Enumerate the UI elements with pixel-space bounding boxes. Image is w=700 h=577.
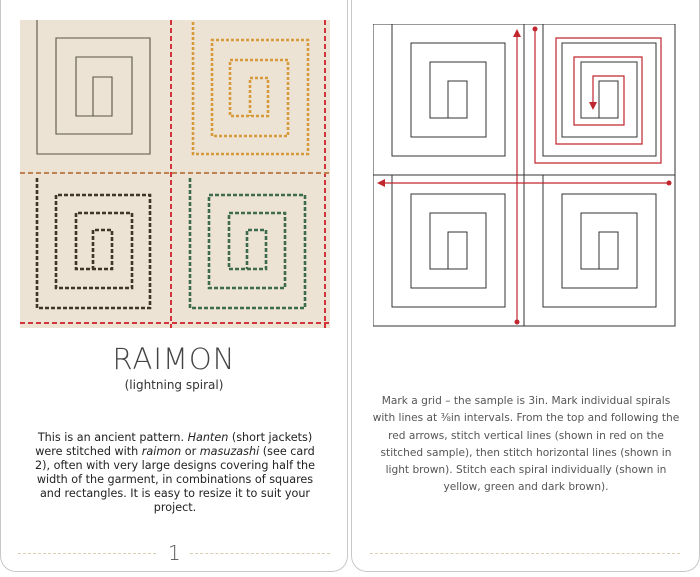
footer-divider	[190, 553, 330, 554]
desc-text: or	[181, 445, 200, 458]
desc-text: (short jackets) were stitched with	[35, 431, 313, 458]
pattern-title: RAIMON	[112, 342, 236, 376]
desc-text: This is an ancient pattern.	[37, 431, 188, 444]
page-number: 1	[168, 541, 181, 565]
pattern-subtitle: (lightning spiral)	[124, 378, 224, 392]
stitching-instructions: Mark a grid – the sample is 3in. Mark individual spirals with lines at ⅜in intervals. From the top and following the red arrows, stitch vertical lines (shown in red on the stitched sample), then stitch horizontal lines (shown in light brown). Stitch each spiral individually (shown in yellow, green and dark brown).	[372, 395, 680, 494]
desc-text: (see card 2), often with very large designs covering half the width of the garment, in combinations of squares and rectangles. It is easy to resize it to suit your project.	[35, 445, 315, 514]
desc-term-masuzashi: masuzashi	[199, 445, 260, 458]
footer-divider	[18, 553, 156, 554]
pattern-description	[26, 431, 324, 515]
stitched-sample-photo	[20, 20, 330, 328]
desc-term-raimon: raimon	[141, 445, 182, 458]
footer-divider	[370, 553, 680, 554]
stitching-diagram	[373, 24, 677, 328]
desc-term-hanten: Hanten	[187, 431, 229, 444]
